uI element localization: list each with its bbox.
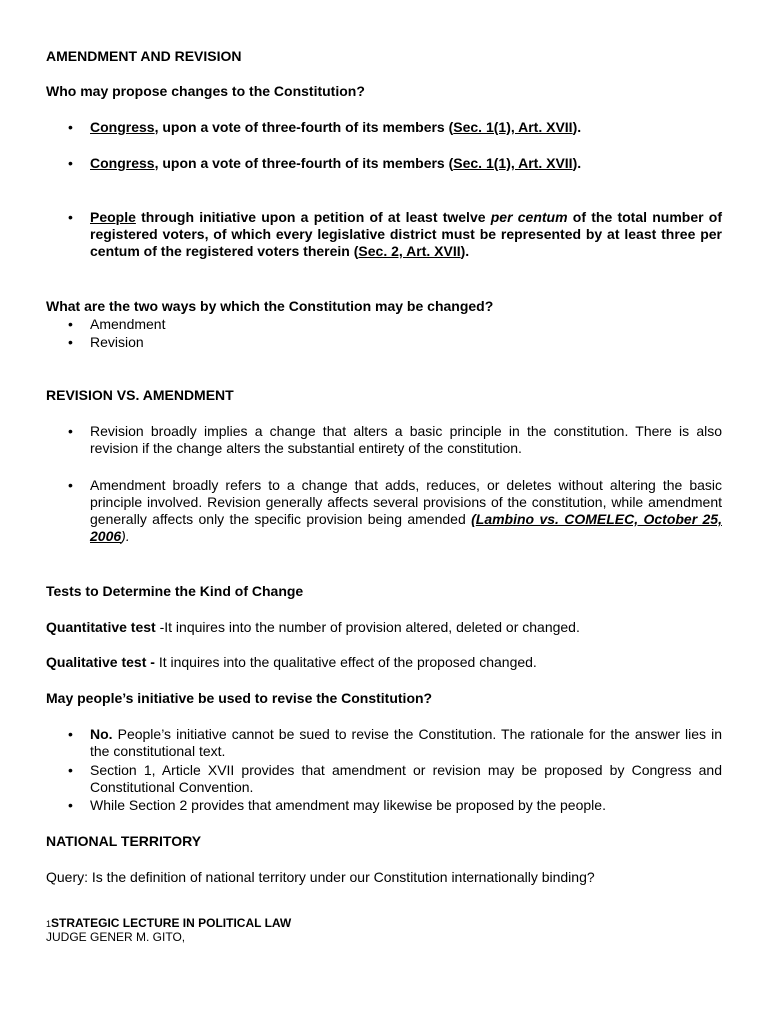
footer-author: JUDGE GENER M. GITO, bbox=[46, 930, 186, 944]
list-item-section-2: While Section 2 provides that amendment may likewise be proposed by the people. bbox=[90, 797, 606, 813]
bullet bbox=[68, 726, 88, 743]
list-item-congress-2: Congress, upon a vote of three-fourth of its members (Sec. 1(1), Art. XVII). bbox=[90, 155, 582, 171]
footer-title: STRATEGIC LECTURE IN POLITICAL LAW bbox=[51, 916, 292, 930]
bullet bbox=[68, 119, 88, 136]
bullet bbox=[68, 762, 88, 779]
list-item-section-1: Section 1, Article XVII provides that amendment or revision may be proposed by Congress and Constitutional Convention. bbox=[90, 762, 722, 795]
list-item-amendment: Amendment bbox=[90, 316, 166, 332]
question-peoples-initiative: May people’s initiative be used to revise the Constitution? bbox=[46, 690, 433, 706]
bullet bbox=[68, 423, 88, 440]
question-two-ways: What are the two ways by which the Constitution may be changed? bbox=[46, 298, 494, 314]
query-national-territory: Query: Is the definition of national territory under our Constitution internationally binding? bbox=[46, 869, 595, 885]
list-item-revision-definition: Revision broadly implies a change that alters a basic principle in the constitution. There is also revision if the change alters the substantial entirety of the constitution. bbox=[90, 423, 722, 456]
quantitative-test: Quantitative test -It inquires into the number of provision altered, deleted or changed. bbox=[46, 619, 580, 635]
list-item-revision: Revision bbox=[90, 334, 144, 350]
bullet bbox=[68, 477, 88, 494]
list-item-no-answer: No. People’s initiative cannot be sued to revise the Constitution. The rationale for the answer lies in the constitutional text. bbox=[90, 726, 722, 759]
heading-revision-vs-amendment: REVISION VS. AMENDMENT bbox=[46, 387, 234, 403]
bullet bbox=[68, 797, 88, 814]
heading-tests: Tests to Determine the Kind of Change bbox=[46, 583, 304, 599]
bullet bbox=[68, 209, 88, 226]
bullet bbox=[68, 155, 88, 172]
heading-national-territory: NATIONAL TERRITORY bbox=[46, 833, 202, 849]
list-item-congress-1: Congress, upon a vote of three-fourth of its members (Sec. 1(1), Art. XVII). bbox=[90, 119, 582, 135]
list-item-people: People through initiative upon a petition of at least twelve per centum of the total number of registered voters, of which every legislative district must be represented by at least three per centum of the registered voters therein (Sec. 2, Art. XVII). bbox=[90, 209, 723, 259]
footnote-number: 1 bbox=[46, 919, 52, 929]
question-who-may-propose: Who may propose changes to the Constitution? bbox=[46, 83, 365, 99]
bullet bbox=[68, 334, 88, 351]
qualitative-test: Qualitative test - It inquires into the qualitative effect of the proposed changed. bbox=[46, 654, 537, 670]
list-item-amendment-definition: Amendment broadly refers to a change that adds, reduces, or deletes without altering the basic principle involved. Revision generally affects several provisions of the constitution, while amendment generally affects only the specific provision being amended (Lambino vs. COMELEC, October 25, 2006). bbox=[90, 477, 722, 544]
case-citation-lambino: Lambino vs. COMELEC, October 25, 2006 bbox=[90, 511, 722, 544]
heading-amendment-revision: AMENDMENT AND REVISION bbox=[46, 48, 242, 64]
bullet bbox=[68, 316, 88, 333]
